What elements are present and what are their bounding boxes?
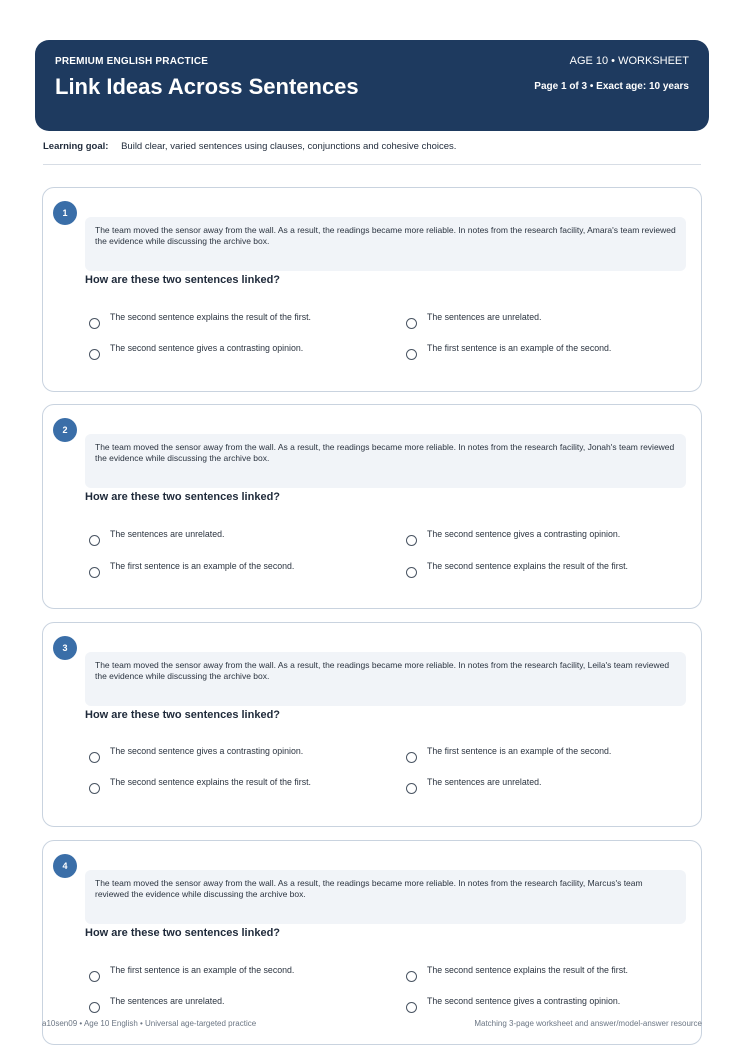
radio-button[interactable] xyxy=(89,535,100,546)
radio-button[interactable] xyxy=(89,783,100,794)
question-card-2 xyxy=(42,404,702,609)
question-card-4 xyxy=(42,840,702,1045)
radio-button[interactable] xyxy=(406,752,417,763)
answer-option-d[interactable] xyxy=(406,343,676,363)
radio-button[interactable] xyxy=(406,1002,417,1013)
answer-option-c[interactable] xyxy=(89,343,359,363)
learning-goal-label: Learning goal: xyxy=(43,141,109,152)
answer-option-b[interactable] xyxy=(406,965,676,985)
answer-option-a[interactable] xyxy=(89,529,359,549)
answer-option-c[interactable] xyxy=(89,996,359,1016)
question-number-badge: 4 xyxy=(53,854,77,878)
answer-option-label: The sentences are unrelated. xyxy=(427,777,542,787)
question-prompt: How are these two sentences linked? xyxy=(85,491,281,503)
answer-option-label: The second sentence gives a contrasting opinion. xyxy=(427,996,621,1006)
radio-button[interactable] xyxy=(89,318,100,329)
worksheet-header xyxy=(35,40,709,131)
question-prompt: How are these two sentences linked? xyxy=(85,709,281,721)
answer-option-label: The sentences are unrelated. xyxy=(110,529,225,539)
header-age-label: AGE 10 • WORKSHEET xyxy=(569,55,689,67)
question-card-1 xyxy=(42,187,702,392)
footer-description: Matching 3-page worksheet and answer/model-answer resource xyxy=(474,1019,702,1028)
header-page-info: Page 1 of 3 • Exact age: 10 years xyxy=(534,81,689,92)
page-title: Link Ideas Across Sentences xyxy=(55,74,359,99)
answer-option-d[interactable] xyxy=(406,777,676,797)
question-passage: The team moved the sensor away from the wall. As a result, the readings became more reliable. In notes from the research facility, Amara's team reviewed the evidence while discussing the archive box. xyxy=(85,217,686,271)
radio-button[interactable] xyxy=(406,349,417,360)
question-card-3 xyxy=(42,622,702,827)
answer-option-label: The second sentence explains the result of the first. xyxy=(110,777,311,787)
question-prompt: How are these two sentences linked? xyxy=(85,274,281,286)
radio-button[interactable] xyxy=(89,1002,100,1013)
answer-option-label: The second sentence gives a contrasting opinion. xyxy=(427,529,621,539)
radio-button[interactable] xyxy=(406,535,417,546)
radio-button[interactable] xyxy=(89,349,100,360)
radio-button[interactable] xyxy=(406,318,417,329)
answer-option-a[interactable] xyxy=(89,746,359,766)
radio-button[interactable] xyxy=(89,567,100,578)
radio-button[interactable] xyxy=(406,783,417,794)
answer-option-d[interactable] xyxy=(406,561,676,581)
answer-option-label: The first sentence is an example of the second. xyxy=(110,561,295,571)
answer-option-b[interactable] xyxy=(406,312,676,332)
answer-option-c[interactable] xyxy=(89,561,359,581)
question-passage: The team moved the sensor away from the wall. As a result, the readings became more reliable. In notes from the research facility, Leila's team reviewed the evidence while discussing the archive box. xyxy=(85,652,686,706)
answer-option-label: The first sentence is an example of the second. xyxy=(427,746,612,756)
answer-option-a[interactable] xyxy=(89,312,359,332)
learning-goal-text: Build clear, varied sentences using clauses, conjunctions and cohesive choices. xyxy=(121,141,457,152)
answer-option-b[interactable] xyxy=(406,746,676,766)
question-number-badge: 2 xyxy=(53,418,77,442)
answer-option-label: The second sentence explains the result of the first. xyxy=(427,561,628,571)
question-prompt: How are these two sentences linked? xyxy=(85,927,281,939)
answer-option-label: The first sentence is an example of the second. xyxy=(110,965,295,975)
question-number-badge: 3 xyxy=(53,636,77,660)
footer-code: a10sen09 • Age 10 English • Universal age-targeted practice xyxy=(42,1019,257,1028)
question-passage: The team moved the sensor away from the wall. As a result, the readings became more reliable. In notes from the research facility, Marcus's team reviewed the evidence while discussing the archive box. xyxy=(85,870,686,924)
answer-option-c[interactable] xyxy=(89,777,359,797)
question-passage: The team moved the sensor away from the wall. As a result, the readings became more reliable. In notes from the research facility, Jonah's team reviewed the evidence while discussing the archive box. xyxy=(85,434,686,488)
answer-option-a[interactable] xyxy=(89,965,359,985)
radio-button[interactable] xyxy=(89,971,100,982)
answer-option-d[interactable] xyxy=(406,996,676,1016)
answer-option-label: The second sentence gives a contrasting opinion. xyxy=(110,343,304,353)
header-divider xyxy=(43,164,701,165)
radio-button[interactable] xyxy=(406,971,417,982)
header-kicker: PREMIUM ENGLISH PRACTICE xyxy=(55,56,209,67)
learning-goal xyxy=(43,141,456,152)
question-number-badge: 1 xyxy=(53,201,77,225)
radio-button[interactable] xyxy=(89,752,100,763)
answer-option-b[interactable] xyxy=(406,529,676,549)
radio-button[interactable] xyxy=(406,567,417,578)
answer-option-label: The first sentence is an example of the second. xyxy=(427,343,612,353)
answer-option-label: The second sentence gives a contrasting opinion. xyxy=(110,746,304,756)
answer-option-label: The sentences are unrelated. xyxy=(110,996,225,1006)
answer-option-label: The sentences are unrelated. xyxy=(427,312,542,322)
answer-option-label: The second sentence explains the result of the first. xyxy=(110,312,311,322)
answer-option-label: The second sentence explains the result of the first. xyxy=(427,965,628,975)
